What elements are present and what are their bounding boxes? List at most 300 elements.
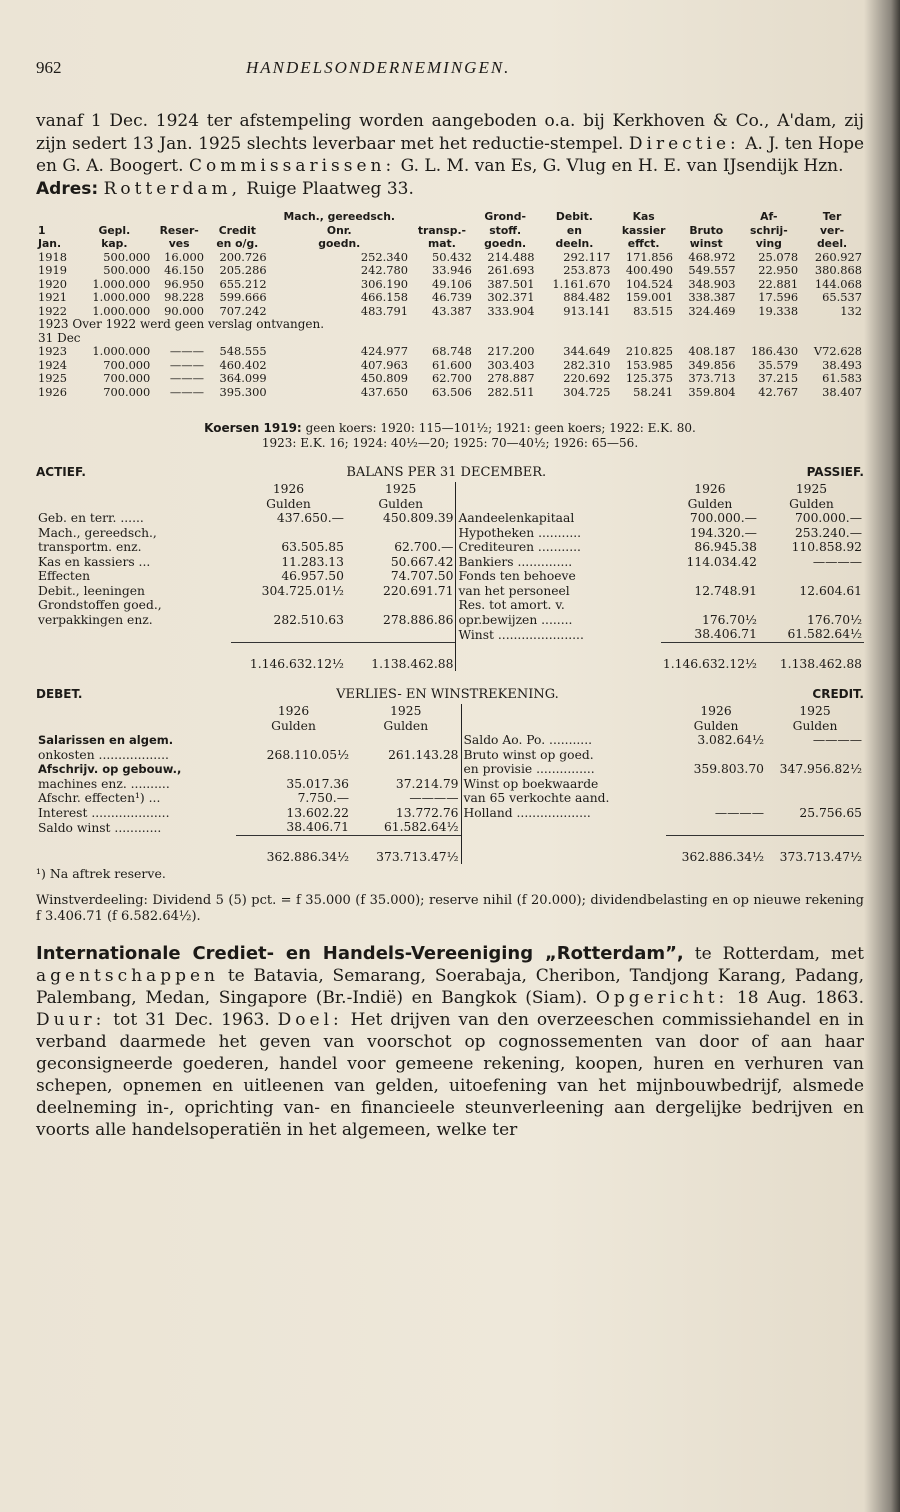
right-value-1925 bbox=[766, 791, 864, 806]
stats-cell: 913.141 bbox=[563, 303, 611, 318]
stats-header-text: Kas bbox=[632, 210, 655, 223]
stats-cell: 468.972 bbox=[688, 249, 736, 264]
left-value-1925: 74.707.50 bbox=[390, 569, 454, 583]
icv-duur: tot 31 Dec. 1963. bbox=[113, 1010, 270, 1030]
icv-text-1: te Rotterdam, met bbox=[694, 944, 864, 964]
right-value-1925: ———— bbox=[812, 733, 862, 747]
stats-cell: 387.501 bbox=[487, 276, 535, 291]
debet-heading: DEBET. bbox=[36, 687, 83, 701]
stats-header-text: Onr. bbox=[326, 223, 352, 237]
left-value-1926: 13.602.22 bbox=[286, 805, 349, 820]
stats-cell: 19.338 bbox=[758, 303, 799, 318]
verlies-unit-row bbox=[36, 719, 864, 734]
adres-street: Ruige Plaatweg 33. bbox=[246, 178, 414, 199]
left-label: verpakkingen enz. bbox=[38, 612, 153, 627]
stats-cell: ——— bbox=[169, 357, 205, 372]
right-value-1926 bbox=[661, 598, 759, 613]
stats-cell: 1.161.670 bbox=[552, 276, 611, 291]
adres-city: Rotterdam, bbox=[103, 178, 241, 199]
stats-header-text: ves bbox=[168, 237, 190, 250]
left-value-1926: 7.750.— bbox=[297, 791, 349, 805]
right-label: opr.bewijzen ........ bbox=[456, 613, 661, 628]
balans-row bbox=[36, 569, 864, 584]
left-value-1926: 282.510.63 bbox=[273, 612, 344, 627]
right-label: Bruto winst op goed. bbox=[461, 748, 666, 763]
left-value-1926: 46.957.50 bbox=[281, 569, 344, 583]
left-value-1925: 13.772.76 bbox=[395, 805, 459, 820]
right-value-1925: 12.604.61 bbox=[799, 583, 862, 598]
left-value-1925: 37.214.79 bbox=[395, 776, 459, 791]
stats-header-text: deeln. bbox=[555, 237, 594, 250]
right-total-1926: 1.146.632.12½ bbox=[661, 642, 759, 671]
stats-cell: 324.469 bbox=[688, 303, 736, 318]
unit-label: Gulden bbox=[383, 718, 429, 733]
left-value-1926 bbox=[231, 627, 346, 642]
left-label: machines enz. .......... bbox=[38, 776, 170, 791]
right-value-1925 bbox=[759, 569, 864, 584]
stats-header-text: Bruto bbox=[689, 223, 724, 237]
stats-header-text: Gepl. bbox=[98, 223, 131, 237]
stats-header-text: en bbox=[566, 223, 582, 237]
stats-cell: 205.286 bbox=[219, 263, 267, 277]
year-1926: 1926 bbox=[272, 482, 305, 496]
right-label: Bankiers .............. bbox=[456, 555, 661, 570]
year-1925: 1925 bbox=[390, 704, 422, 718]
unit-label: Gulden bbox=[378, 496, 424, 511]
stats-cell: 62.700 bbox=[432, 371, 472, 385]
year-1925: 1925 bbox=[795, 482, 828, 496]
left-value-1925: 61.582.64½ bbox=[383, 820, 459, 834]
blank-cell bbox=[36, 719, 236, 734]
stats-cell: 338.387 bbox=[688, 290, 736, 304]
stats-cell: 16.000 bbox=[164, 249, 205, 264]
stats-cell: 260.927 bbox=[814, 249, 862, 264]
left-value-1925: 278.886.86 bbox=[383, 612, 454, 627]
stats-cell: 261.693 bbox=[487, 263, 535, 277]
stats-cell: 306.190 bbox=[360, 276, 408, 291]
stats-cell: 210.825 bbox=[625, 344, 673, 358]
stats-cell: 65.537 bbox=[822, 290, 862, 304]
stats-header-text: Reser- bbox=[159, 223, 199, 237]
blank-cell bbox=[456, 497, 661, 512]
stats-header-cell bbox=[410, 210, 474, 251]
stats-header-text: Grond- bbox=[484, 210, 526, 223]
stats-cell: 98.228 bbox=[164, 290, 205, 304]
icv-opgericht-label: Opgericht: bbox=[595, 988, 729, 1008]
stats-header-text: effct. bbox=[627, 237, 660, 250]
stats-row bbox=[36, 291, 864, 305]
stats-header-text: kap. bbox=[101, 237, 128, 250]
directie-names: A. J. ten Hope en G. A. Boogert. bbox=[36, 133, 865, 176]
left-value-1925 bbox=[351, 733, 461, 748]
stats-cell: 333.904 bbox=[487, 303, 535, 318]
right-value-1926 bbox=[661, 569, 759, 584]
icv-agentschappen: agentschappen bbox=[36, 966, 219, 986]
stats-header-text: transp.- bbox=[417, 223, 467, 237]
left-label: Afschrijv. op gebouw., bbox=[38, 762, 182, 776]
balans-row bbox=[36, 526, 864, 541]
intro-paragraph bbox=[36, 110, 864, 200]
balans-title: BALANS PER 31 DECEMBER. bbox=[346, 465, 547, 480]
stats-cell: 304.725 bbox=[563, 384, 611, 399]
left-value-1925 bbox=[346, 526, 456, 541]
right-value-1926: 176.70½ bbox=[702, 612, 757, 627]
right-value-1926: 114.034.42 bbox=[686, 554, 757, 569]
stats-header-text: Af- bbox=[760, 210, 778, 223]
stats-header-text: Ter bbox=[822, 210, 842, 223]
credit-heading: CREDIT. bbox=[812, 687, 864, 701]
icv-opgericht: 18 Aug. 1863. bbox=[736, 988, 865, 1008]
stats-row bbox=[36, 345, 864, 359]
icv-paragraph bbox=[36, 943, 864, 1141]
right-label: van 65 verkochte aand. bbox=[461, 791, 666, 806]
left-label bbox=[36, 627, 231, 642]
left-label: Interest .................... bbox=[38, 805, 170, 820]
right-value-1926: 359.803.70 bbox=[693, 762, 764, 776]
left-label: Kas en kassiers ... bbox=[38, 554, 151, 569]
stats-cell: 1921 bbox=[38, 290, 67, 304]
stats-cell: 35.579 bbox=[758, 357, 799, 372]
stats-header-cell bbox=[474, 210, 537, 251]
stats-cell: 400.490 bbox=[625, 263, 673, 277]
commissarissen-names: G. L. M. van Es, G. Vlug en H. E. van IJsendijk Hzn. bbox=[400, 156, 844, 176]
adres-label: Adres: bbox=[36, 178, 99, 199]
right-value-1925: 25.756.65 bbox=[799, 805, 862, 820]
stats-row bbox=[36, 251, 864, 265]
stats-cell: 1925 bbox=[38, 371, 67, 385]
stats-cell: 483.791 bbox=[360, 303, 408, 318]
year-1925: 1925 bbox=[385, 482, 417, 496]
verlies-row bbox=[36, 791, 864, 806]
left-label: Mach., gereedsch., bbox=[38, 525, 157, 540]
left-label: Saldo winst ............ bbox=[38, 820, 162, 835]
stats-cell: 61.600 bbox=[432, 357, 472, 372]
intro-text: vanaf 1 Dec. 1924 ter afstempeling worden aangeboden o.a. bij Kerkhoven & Co., A'dam, zij zijn sedert 13 Jan. 1925 slechts leverbaar met het reductie-stempel. bbox=[36, 111, 864, 154]
stats-cell: 348.903 bbox=[688, 276, 736, 291]
stats-header-cell bbox=[76, 210, 152, 251]
balans-row bbox=[36, 584, 864, 599]
page-number: 962 bbox=[36, 58, 62, 77]
stats-cell: 1.000.000 bbox=[92, 290, 151, 304]
left-value-1926 bbox=[231, 526, 346, 541]
stats-cell: ——— bbox=[169, 371, 205, 385]
stats-cell: 25.078 bbox=[758, 249, 799, 264]
right-label: Hypotheken ........... bbox=[456, 526, 661, 541]
stats-header-cell bbox=[612, 210, 675, 251]
stats-cell: 22.950 bbox=[758, 263, 799, 277]
right-label: van het personeel bbox=[456, 584, 661, 599]
stats-cell: 38.407 bbox=[822, 384, 862, 399]
stats-date: 31 Dec bbox=[38, 330, 81, 345]
right-value-1926 bbox=[666, 748, 766, 763]
stats-date-row bbox=[36, 332, 864, 346]
footnote: ¹) Na aftrek reserve. bbox=[36, 866, 166, 881]
stats-cell: 217.200 bbox=[487, 344, 535, 358]
unit-label: Gulden bbox=[687, 496, 733, 511]
icv-doel: Het drijven van den overzeeschen commissiehandel en in verband daarmede het geven van voorschot op cognossementen van door of aan haar geconsigneerde goederen, handel voor gemeene rekening, koopen, huren en verhuren van schepen, opnemen en uitleenen van gelden, uitoefening van het mijnbouwbedrijf, alsmede deelneming in-, oprichting van- en financieele steunverleening aan dergelijke bedrijven en voorts alle handelsoperatiën in het algemeen, welke ter bbox=[36, 1010, 864, 1140]
right-total-1925: 373.713.47½ bbox=[766, 835, 864, 864]
blank-cell bbox=[36, 704, 236, 719]
left-value-1926 bbox=[236, 733, 351, 748]
balans-row bbox=[36, 613, 864, 628]
stats-cell: 144.068 bbox=[814, 276, 862, 291]
stats-cell: 599.666 bbox=[219, 290, 267, 304]
stats-cell: 46.150 bbox=[164, 263, 205, 277]
right-value-1926 bbox=[666, 791, 766, 806]
left-value-1926: 304.725.01½ bbox=[261, 583, 344, 598]
left-value-1926: 268.110.05½ bbox=[266, 747, 349, 762]
winstverdeeling: Winstverdeeling: Dividend 5 (5) pct. = f 35.000 (f 35.000); reserve nihil (f 20.000); dividendbelasting en op nieuwe rekening f 3.406.71 (f 6.582.64½). bbox=[36, 893, 864, 924]
right-label: Winst op boekwaarde bbox=[461, 777, 666, 792]
balans-row bbox=[36, 511, 864, 526]
icv-text-2: te Batavia, Semarang, Soerabaja, Cheribon, Tandjong Karang, Padang, Palembang, Medan, Singapore (Br.-Indië) en Bangkok (Siam). bbox=[36, 966, 864, 1008]
stats-note: 1923 Over 1922 werd geen verslag ontvangen. bbox=[38, 317, 325, 331]
verlies-year-row bbox=[36, 704, 864, 719]
right-value-1926: 12.748.91 bbox=[694, 583, 757, 598]
left-value-1926 bbox=[231, 598, 346, 613]
balans-unit-row bbox=[36, 497, 864, 512]
koersen-line2: 1923: E.K. 16; 1924: 40½—20; 1925: 70—40½; 1926: 65—56. bbox=[261, 436, 639, 450]
stats-header-text: Jan. bbox=[38, 237, 62, 250]
stats-cell: 90.000 bbox=[164, 303, 205, 318]
stats-cell: 1920 bbox=[38, 276, 67, 291]
verlies-row bbox=[36, 806, 864, 821]
right-value-1926: 3.082.64½ bbox=[697, 733, 764, 747]
stats-cell: 1923 bbox=[38, 344, 67, 358]
stats-cell: 407.963 bbox=[360, 357, 408, 372]
right-value-1925 bbox=[766, 777, 864, 792]
stats-cell: 171.856 bbox=[625, 249, 673, 264]
stats-cell: 58.241 bbox=[633, 384, 673, 399]
left-label: Debit., leeningen bbox=[38, 583, 145, 598]
stats-cell: 1918 bbox=[38, 249, 67, 264]
stats-row bbox=[36, 278, 864, 292]
right-value-1926 bbox=[666, 820, 766, 835]
blank-cell bbox=[36, 642, 231, 671]
stats-header-text: winst bbox=[689, 237, 723, 250]
right-label: Aandeelenkapitaal bbox=[456, 511, 661, 526]
right-value-1925: ———— bbox=[812, 554, 862, 569]
stats-header-text: kassier bbox=[621, 223, 666, 237]
left-label: transportm. enz. bbox=[38, 540, 142, 554]
stats-header-cell bbox=[269, 210, 410, 251]
commissarissen-label: Commissarissen: bbox=[188, 156, 396, 176]
balans-total-row bbox=[36, 642, 864, 671]
stats-header-cell bbox=[36, 210, 76, 251]
left-total-1925: 1.138.462.88 bbox=[346, 642, 456, 671]
stats-cell: 33.946 bbox=[432, 263, 472, 277]
stats-header-text: mat. bbox=[428, 237, 456, 250]
actief-heading: ACTIEF. bbox=[36, 465, 86, 479]
stats-cell: 1.000.000 bbox=[92, 303, 151, 318]
stats-cell: 424.977 bbox=[360, 344, 408, 358]
stats-cell: 302.371 bbox=[487, 290, 535, 304]
right-value-1925 bbox=[766, 820, 864, 835]
verlies-title: VERLIES- EN WINSTREKENING. bbox=[336, 687, 559, 702]
right-value-1925: 61.582.64½ bbox=[787, 627, 862, 641]
stats-note-row bbox=[36, 318, 864, 332]
left-value-1925 bbox=[346, 598, 456, 613]
right-value-1925: 347.956.82½ bbox=[779, 762, 862, 776]
stats-cell: 700.000 bbox=[103, 371, 151, 385]
left-total-1926: 1.146.632.12½ bbox=[231, 642, 346, 671]
balans-row bbox=[36, 540, 864, 555]
left-value-1926 bbox=[236, 762, 351, 777]
koersen-block bbox=[36, 421, 864, 451]
stats-cell: 125.375 bbox=[625, 371, 673, 385]
right-value-1926: ———— bbox=[714, 805, 764, 820]
left-value-1926: 35.017.36 bbox=[286, 776, 349, 791]
stats-header-text: ving bbox=[755, 237, 782, 250]
stats-cell: 132 bbox=[840, 303, 862, 318]
stats-row bbox=[36, 359, 864, 373]
right-value-1926 bbox=[666, 777, 766, 792]
stats-cell: 292.117 bbox=[563, 249, 611, 264]
left-total-1925: 373.713.47½ bbox=[351, 835, 461, 864]
left-label: Afschr. effecten¹) ... bbox=[38, 791, 161, 805]
stats-header-text: schrij- bbox=[749, 223, 788, 237]
stats-cell: 1.000.000 bbox=[92, 344, 151, 358]
statistics-table bbox=[36, 210, 864, 399]
verlies-total-row bbox=[36, 835, 864, 864]
stats-cell: 214.488 bbox=[487, 249, 535, 264]
stats-header-text: goedn. bbox=[484, 237, 527, 250]
stats-header-text: 1 bbox=[38, 223, 46, 237]
stats-cell: V72.628 bbox=[813, 344, 862, 358]
directie-label: Directie: bbox=[628, 133, 740, 154]
stats-cell: 46.739 bbox=[432, 290, 472, 304]
stats-cell: 83.515 bbox=[633, 303, 673, 318]
verlies-row bbox=[36, 820, 864, 835]
left-value-1925: 450.809.39 bbox=[383, 511, 454, 525]
stats-row bbox=[36, 305, 864, 319]
right-label: Winst ...................... bbox=[456, 627, 661, 642]
icv-duur-label: Duur: bbox=[36, 1010, 106, 1030]
blank-cell bbox=[36, 497, 231, 512]
stats-cell: 359.804 bbox=[688, 384, 736, 399]
stats-header-cell bbox=[800, 210, 864, 251]
left-value-1925 bbox=[351, 762, 461, 777]
stats-header-cell bbox=[675, 210, 738, 251]
stats-cell: 1926 bbox=[38, 384, 67, 399]
stats-cell: 548.555 bbox=[219, 344, 267, 358]
page-header bbox=[36, 58, 864, 92]
balans-year-row bbox=[36, 482, 864, 497]
stats-cell: 242.780 bbox=[360, 263, 408, 277]
stats-header-text: en o/g. bbox=[216, 237, 259, 250]
blank-cell bbox=[36, 835, 236, 864]
blank-cell bbox=[456, 482, 661, 497]
stats-cell: 1922 bbox=[38, 303, 67, 318]
right-value-1925: 176.70½ bbox=[807, 612, 862, 627]
stats-cell: 408.187 bbox=[688, 344, 736, 358]
unit-label: Gulden bbox=[789, 496, 834, 511]
verlies-row bbox=[36, 762, 864, 777]
right-value-1925 bbox=[766, 748, 864, 763]
stats-header-text: goedn. bbox=[318, 237, 361, 250]
right-value-1926: 38.406.71 bbox=[694, 627, 757, 641]
balans-row bbox=[36, 598, 864, 613]
running-title: HANDELSONDERNEMINGEN. bbox=[246, 58, 511, 77]
unit-label: Gulden bbox=[693, 718, 739, 733]
koersen-label: Koersen 1919: bbox=[204, 421, 302, 435]
stats-header-text: Debit. bbox=[555, 210, 593, 223]
stats-row bbox=[36, 372, 864, 386]
stats-header-cell bbox=[152, 210, 206, 251]
left-value-1925 bbox=[346, 627, 456, 642]
stats-cell: 200.726 bbox=[219, 249, 267, 264]
right-value-1926: 194.320.— bbox=[689, 525, 757, 540]
unit-label: Gulden bbox=[271, 718, 316, 733]
icv-name: Internationale Crediet- en Handels-Vereeniging „Rotterdam”, bbox=[36, 943, 684, 964]
stats-header-text: Mach., gereedsch. bbox=[283, 210, 395, 223]
balans-heading bbox=[36, 465, 864, 480]
left-label: Effecten bbox=[38, 569, 91, 583]
stats-cell: 349.856 bbox=[688, 357, 736, 372]
stats-cell: 364.099 bbox=[219, 371, 267, 385]
verlies-heading bbox=[36, 687, 864, 702]
stats-header-cell bbox=[536, 210, 612, 251]
stats-cell: 500.000 bbox=[103, 263, 151, 277]
left-label: Salarissen en algem. bbox=[38, 733, 174, 747]
stats-header-text: stoff. bbox=[489, 223, 522, 237]
stats-cell: 1919 bbox=[38, 263, 67, 277]
stats-cell: 884.482 bbox=[563, 290, 611, 304]
stats-cell: 252.340 bbox=[360, 249, 408, 264]
stats-cell: 186.430 bbox=[751, 344, 799, 358]
left-value-1926: 63.505.85 bbox=[281, 540, 344, 554]
stats-cell: 96.950 bbox=[164, 276, 205, 291]
balans-table bbox=[36, 482, 864, 671]
stats-cell: 373.713 bbox=[688, 371, 736, 385]
stats-cell: 253.873 bbox=[563, 263, 611, 277]
stats-cell: 68.748 bbox=[432, 344, 472, 358]
right-label: Saldo Ao. Po. ........... bbox=[461, 733, 666, 748]
unit-label: Gulden bbox=[266, 496, 311, 511]
right-value-1925: 253.240.— bbox=[794, 525, 862, 540]
stats-cell: 104.524 bbox=[625, 276, 673, 291]
stats-cell: ——— bbox=[169, 384, 205, 399]
left-total-1926: 362.886.34½ bbox=[236, 835, 351, 864]
stats-header-text: deel. bbox=[816, 237, 848, 250]
stats-cell: 43.387 bbox=[432, 303, 472, 318]
left-value-1925: 220.691.71 bbox=[383, 583, 454, 598]
icv-doel-label: Doel: bbox=[277, 1010, 343, 1030]
right-label: Holland ................... bbox=[461, 806, 666, 821]
stats-cell: 344.649 bbox=[563, 344, 611, 358]
stats-cell: 282.310 bbox=[563, 357, 611, 372]
balans-row bbox=[36, 627, 864, 642]
stats-cell: 153.985 bbox=[625, 357, 673, 372]
stats-cell: 303.403 bbox=[487, 357, 535, 372]
stats-cell: 655.212 bbox=[219, 276, 267, 291]
stats-cell: 159.001 bbox=[625, 290, 673, 304]
passief-heading: PASSIEF. bbox=[806, 465, 864, 479]
blank-cell bbox=[456, 642, 661, 671]
verlies-table bbox=[36, 704, 864, 864]
stats-header-text: Credit bbox=[218, 223, 256, 237]
unit-label: Gulden bbox=[792, 718, 838, 733]
year-1926: 1926 bbox=[694, 482, 726, 496]
verlies-row bbox=[36, 777, 864, 792]
stats-cell: 278.887 bbox=[487, 371, 535, 385]
stats-cell: 466.158 bbox=[360, 290, 408, 304]
year-1926: 1926 bbox=[277, 704, 310, 718]
stats-cell: 1.000.000 bbox=[92, 276, 151, 291]
blank-cell bbox=[461, 835, 666, 864]
left-label: onkosten .................. bbox=[38, 747, 169, 762]
year-1926: 1926 bbox=[700, 704, 732, 718]
